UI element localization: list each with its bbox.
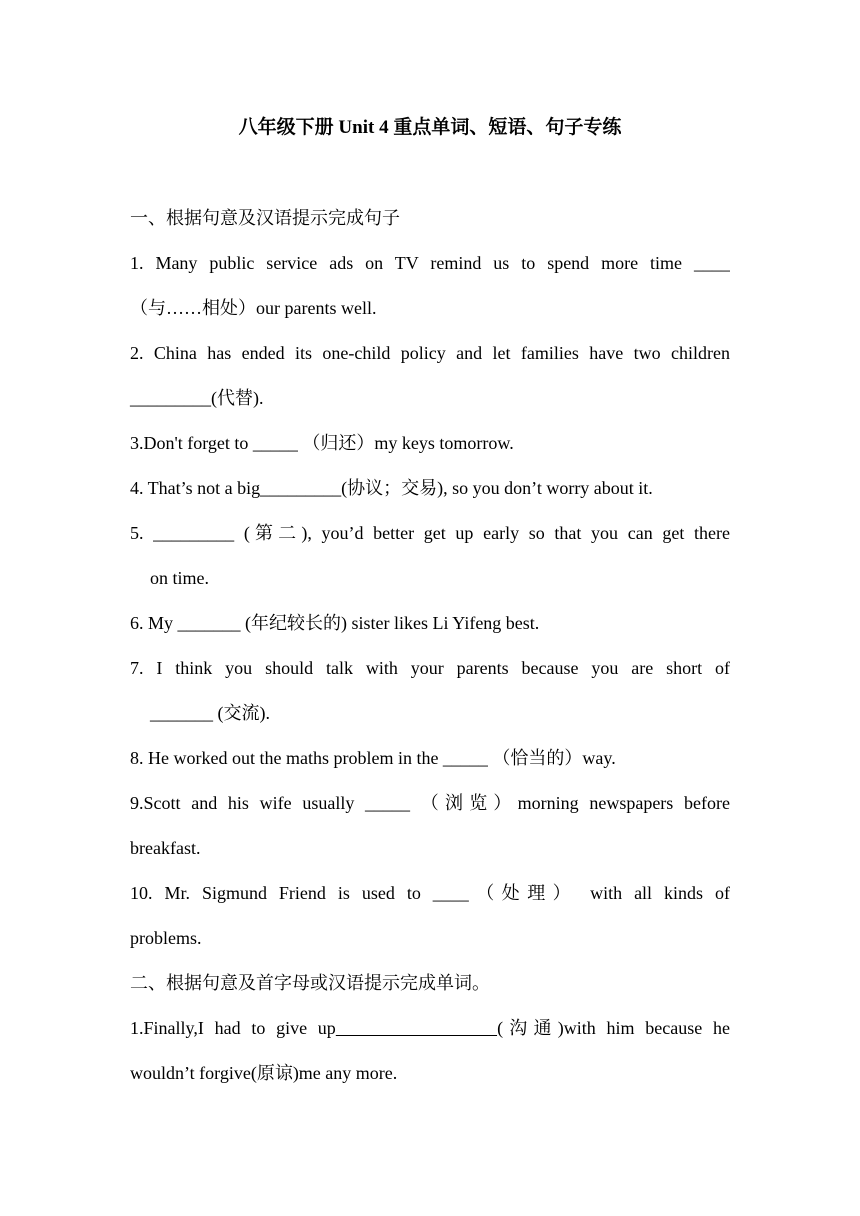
page-title: 八年级下册 Unit 4 重点单词、短语、句子专练 bbox=[238, 117, 622, 138]
question-line: on time. bbox=[150, 568, 209, 588]
question-line: 10. Mr. Sigmund Friend is used to ____（处理） with all kinds of bbox=[130, 883, 730, 903]
question-line: 2. China has ended its one-child policy and let families have two children bbox=[130, 343, 730, 363]
question-text: 1.Finally,I had to give up bbox=[130, 1018, 336, 1038]
question-8 bbox=[130, 736, 730, 781]
section1-heading: 一、根据句意及汉语提示完成句子 bbox=[130, 208, 400, 228]
question-10 bbox=[130, 871, 730, 961]
question-1 bbox=[130, 241, 730, 331]
question-2 bbox=[130, 331, 730, 421]
question-6 bbox=[130, 601, 730, 646]
question-line: 7. I think you should talk with your parents because you are short of bbox=[130, 658, 730, 678]
question-line: problems. bbox=[130, 928, 202, 948]
exercise-body bbox=[130, 196, 730, 1096]
question-text: (沟通)with him because he bbox=[497, 1018, 730, 1038]
section2-heading: 二、根据句意及首字母或汉语提示完成单词。 bbox=[130, 973, 490, 993]
question-5 bbox=[130, 511, 730, 601]
question-7 bbox=[130, 646, 730, 736]
question-line: wouldn’t forgive(原谅)me any more. bbox=[130, 1063, 398, 1083]
question-line: 5. _________ (第二), you’d better get up early so that you can get there bbox=[130, 523, 730, 543]
question-9 bbox=[130, 781, 730, 871]
question-3 bbox=[130, 421, 730, 466]
question-line: 3.Don't forget to _____ （归还）my keys tomorrow. bbox=[130, 433, 514, 453]
question-line: 4. That’s not a big_________(协议；交易), so you don’t worry about it. bbox=[130, 478, 653, 498]
question-line: 6. My _______ (年纪较长的) sister likes Li Yifeng best. bbox=[130, 613, 540, 633]
question-4 bbox=[130, 466, 730, 511]
question-line: 9.Scott and his wife usually _____ （浏览）morning newspapers before bbox=[130, 793, 730, 813]
question-line: _________(代替). bbox=[130, 388, 264, 408]
question-line: 8. He worked out the maths problem in the _____ （恰当的）way. bbox=[130, 748, 616, 768]
answer-blank[interactable] bbox=[336, 1018, 497, 1038]
question-line bbox=[130, 1006, 730, 1051]
question-line: （与……相处）our parents well. bbox=[130, 298, 377, 318]
question-line: _______ (交流). bbox=[150, 703, 270, 723]
section2-question-1 bbox=[130, 1006, 730, 1096]
question-line: breakfast. bbox=[130, 838, 201, 858]
question-line: 1. Many public service ads on TV remind us to spend more time ____ bbox=[130, 253, 730, 273]
